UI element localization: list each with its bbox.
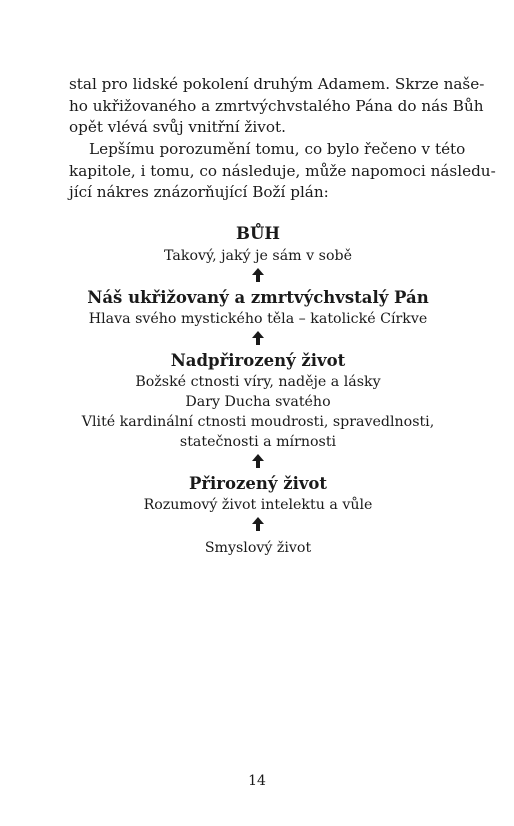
text-line: stal pro lidské pokolení druhým Adamem. Skrze naše- [69,75,485,93]
text-line: Lepšímu porozumění tomu, co bylo řečeno v této [89,140,466,158]
level-supernatural-line: Vlité kardinální ctnosti moudrosti, spravedlnosti, [81,414,435,430]
level-supernatural-line: Dary Ducha svatého [185,394,331,410]
arrow-up-icon [69,268,447,288]
level-supernatural-title: Nadpřirozený život [170,351,346,370]
page-number: 14 [248,773,266,789]
level-sensory-description: Smyslový život [204,540,312,556]
level-lord-description: Hlava svého mystického těla – katolické Církve [88,311,428,327]
text-line: opět vlévá svůj vnitřní život. [69,118,286,136]
text-line: ho ukřižovaného a zmrtvýchvstalého Pána do nás Bůh [69,96,484,115]
text-line: kapitole, i tomu, co následuje, může napomoci následu- [69,161,496,180]
level-natural-title: Přirozený život [188,474,328,493]
arrow-up-icon [69,517,447,537]
level-supernatural-line: Božské ctnosti víry, naděje a lásky [135,374,381,390]
gods-plan-diagram [69,224,447,558]
level-lord-title: Náš ukřižovaný a zmrtvýchvstalý Pán [87,288,429,307]
paragraph-diagram-lead [69,139,496,204]
arrow-up-icon [69,331,447,351]
text-line: jící nákres znázorňující Boží plán: [69,183,329,201]
level-god-description: Takový, jaký je sám v sobě [164,248,352,264]
arrow-up-icon [69,454,447,474]
level-god-title: BŮH [236,224,280,243]
level-natural-description: Rozumový život intelektu a vůle [143,497,373,513]
level-supernatural-line: statečnosti a mírnosti [179,434,337,450]
paragraph-intro [69,74,485,139]
